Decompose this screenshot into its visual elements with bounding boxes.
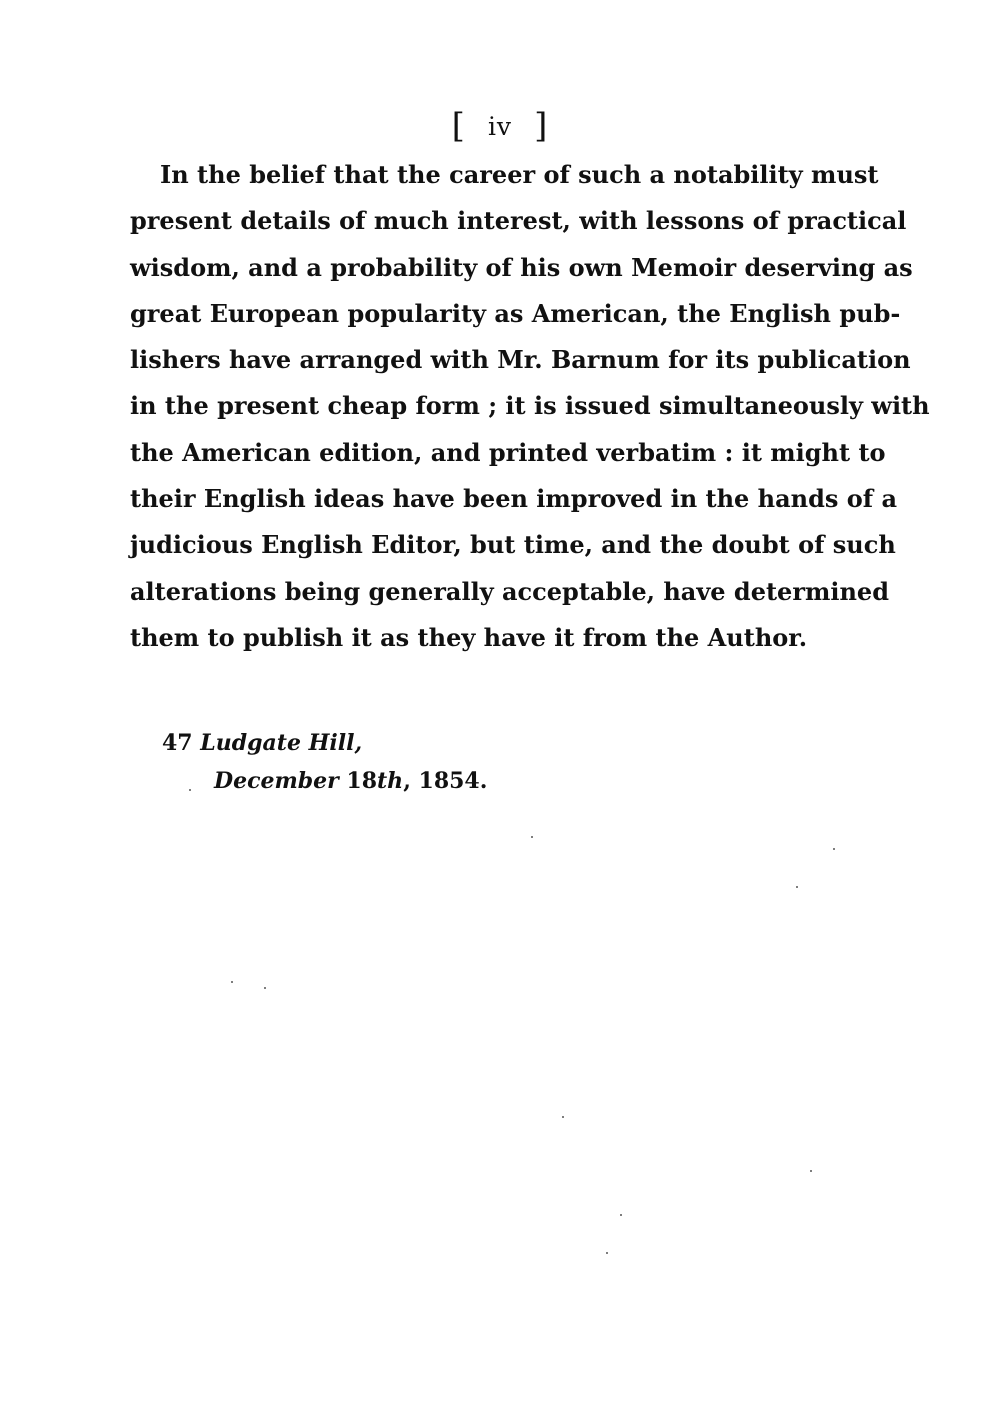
- paragraph-line: in the present cheap form ; it is issued simultaneously with: [130, 391, 930, 421]
- paragraph-line: wisdom, and a probability of his own Memoir deserving as: [130, 252, 913, 282]
- preface-paragraph: [130, 152, 930, 661]
- date-year: , 1854.: [403, 768, 488, 794]
- paragraph-line: them to publish it as they have it from the Author.: [130, 622, 808, 652]
- date-day-number: 18: [346, 768, 378, 794]
- page-number-open-bracket: [: [451, 106, 466, 146]
- address-number: 47: [162, 730, 193, 756]
- page-number-value: iv: [487, 112, 513, 141]
- paragraph-line: In the belief that the career of such a notability must: [160, 160, 879, 189]
- print-speck: [231, 981, 233, 983]
- print-speck: [796, 886, 798, 888]
- print-speck: [810, 1170, 812, 1172]
- print-speck: [562, 1116, 564, 1118]
- address-date-line: [162, 762, 487, 800]
- print-speck: [620, 1214, 622, 1216]
- publisher-address: [162, 724, 487, 800]
- print-speck: [531, 836, 533, 838]
- paragraph-line: judicious English Editor, but time, and the doubt of such: [130, 530, 896, 560]
- page-number-close-bracket: ]: [534, 106, 549, 146]
- print-speck: [189, 789, 191, 791]
- address-street-line: [162, 724, 487, 762]
- paragraph-line: alterations being generally acceptable, have determined: [130, 576, 889, 606]
- print-speck: [606, 1252, 608, 1254]
- page-number: [0, 104, 1000, 144]
- paragraph-line: present details of much interest, with lessons of practical: [130, 206, 907, 236]
- paragraph-line: lishers have arranged with Mr. Barnum for its publication: [130, 345, 911, 375]
- print-speck: [264, 987, 266, 989]
- paragraph-line: the American edition, and printed verbatim : it might to: [130, 437, 886, 467]
- paragraph-line: great European popularity as American, the English pub-: [130, 298, 901, 328]
- print-speck: [833, 848, 835, 850]
- paragraph-line: their English ideas have been improved in the hands of a: [130, 484, 897, 514]
- address-street: Ludgate Hill,: [200, 730, 363, 756]
- date-day-suffix: th: [377, 768, 404, 794]
- date-month: December: [214, 768, 339, 794]
